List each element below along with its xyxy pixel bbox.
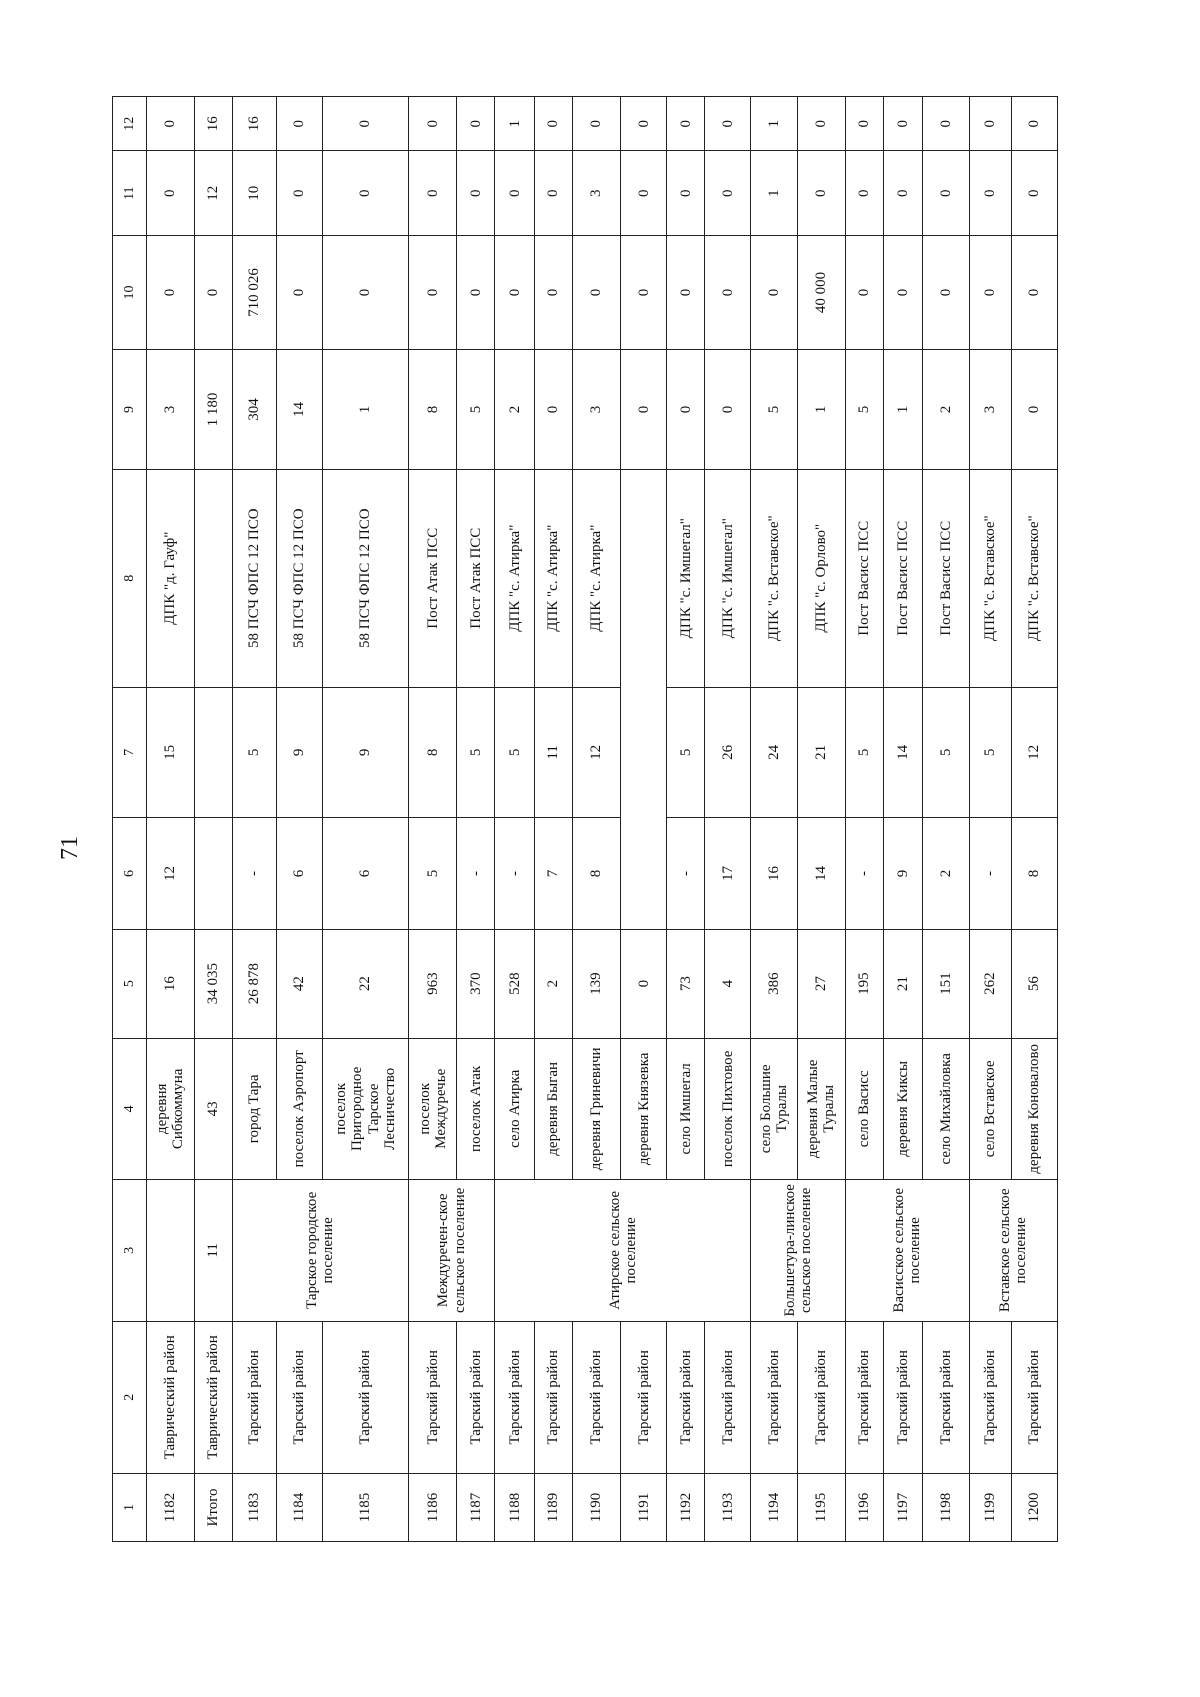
value-cell: 21 — [797, 687, 845, 818]
fire-unit-cell: ДПК "с. Атирка" — [495, 469, 535, 687]
district-cell: Тарский район — [1011, 1321, 1057, 1473]
value-cell: 0 — [969, 97, 1011, 152]
value-cell: 0 — [751, 235, 797, 349]
settlement-cell: село Вставское — [969, 1038, 1011, 1180]
row-number: 1197 — [883, 1473, 923, 1541]
settlement-cell: деревня Князевка — [621, 1038, 667, 1180]
value-cell: 5 — [495, 687, 535, 818]
table-row — [232, 97, 276, 1542]
header-cell: 2 — [113, 1321, 147, 1473]
value-cell: 2 — [923, 350, 969, 470]
value-cell: 73 — [667, 929, 705, 1038]
fire-unit-cell: Пост Васисс ПСС — [845, 469, 883, 687]
value-cell: 8 — [409, 687, 457, 818]
settlement-cell: деревня Малые Туралы — [797, 1038, 845, 1180]
value-cell: 14 — [797, 818, 845, 930]
value-cell: 0 — [621, 97, 667, 152]
district-cell: Тарский район — [322, 1321, 408, 1473]
value-cell: 0 — [146, 235, 194, 349]
municipality-cell: Тарское городское поселение — [232, 1180, 408, 1322]
district-cell: Таврический район — [146, 1321, 194, 1473]
value-cell: 2 — [495, 350, 535, 470]
value-cell: - — [457, 818, 495, 930]
table-row — [845, 97, 883, 1542]
value-cell: 710 026 — [232, 235, 276, 349]
value-cell: 56 — [1011, 929, 1057, 1038]
value-cell: 24 — [751, 687, 797, 818]
fire-unit-cell: ДПК "с. Атирка" — [572, 469, 620, 687]
row-number: 1186 — [409, 1473, 457, 1541]
table-row — [969, 97, 1011, 1542]
value-cell: 5 — [232, 687, 276, 818]
value-cell: 0 — [1011, 235, 1057, 349]
header-cell: 11 — [113, 151, 147, 235]
settlement-fire-table — [112, 96, 1058, 1542]
value-cell: 0 — [845, 97, 883, 152]
value-cell: 4 — [705, 929, 751, 1038]
row-number: 1199 — [969, 1473, 1011, 1541]
value-cell: 12 — [146, 818, 194, 930]
value-cell: 16 — [232, 97, 276, 152]
fire-unit-cell: ДПК "с. Имшегал" — [705, 469, 751, 687]
header-cell: 4 — [113, 1038, 147, 1180]
header-cell: 7 — [113, 687, 147, 818]
value-cell: 5 — [457, 350, 495, 470]
district-cell: Тарский район — [705, 1321, 751, 1473]
value-cell: 16 — [751, 818, 797, 930]
value-cell: 2 — [535, 929, 573, 1038]
row-number: 1188 — [495, 1473, 535, 1541]
value-cell: 0 — [883, 151, 923, 235]
value-cell: 22 — [322, 929, 408, 1038]
settlement-cell: село Атирка — [495, 1038, 535, 1180]
value-cell: 0 — [409, 235, 457, 349]
table-row — [751, 97, 797, 1542]
settlement-cell: село Михайловка — [923, 1038, 969, 1180]
row-number: 1190 — [572, 1473, 620, 1541]
value-cell: 0 — [194, 235, 232, 349]
value-cell: 34 035 — [194, 929, 232, 1038]
table-row — [572, 97, 620, 1542]
value-cell: 0 — [923, 235, 969, 349]
value-cell: 7 — [535, 818, 573, 930]
value-cell: 6 — [322, 818, 408, 930]
fire-unit-cell: ДПК "с. Атирка" — [535, 469, 573, 687]
value-cell: 0 — [667, 151, 705, 235]
value-cell: 139 — [572, 929, 620, 1038]
value-cell: 0 — [621, 350, 667, 470]
value-cell: 0 — [883, 97, 923, 152]
row-number: 1200 — [1011, 1473, 1057, 1541]
district-cell: Тарский район — [845, 1321, 883, 1473]
value-cell: 0 — [621, 235, 667, 349]
header-cell: 6 — [113, 818, 147, 930]
district-cell: Тарский район — [667, 1321, 705, 1473]
table-row — [883, 97, 923, 1542]
district-cell: Таврический район — [194, 1321, 232, 1473]
table-row — [535, 97, 573, 1542]
value-cell: 0 — [923, 151, 969, 235]
table-row — [1011, 97, 1057, 1542]
table-row — [495, 97, 535, 1542]
value-cell: 304 — [232, 350, 276, 470]
value-cell: 528 — [495, 929, 535, 1038]
settlement-cell: село Васисс — [845, 1038, 883, 1180]
value-cell: 8 — [572, 818, 620, 930]
settlement-cell: город Тара — [232, 1038, 276, 1180]
value-cell: 1 — [495, 97, 535, 152]
district-cell: Тарский район — [572, 1321, 620, 1473]
district-cell: Тарский район — [923, 1321, 969, 1473]
value-cell: 9 — [883, 818, 923, 930]
row-number: 1184 — [276, 1473, 322, 1541]
value-cell: 10 — [232, 151, 276, 235]
value-cell: 0 — [797, 97, 845, 152]
value-cell: 1 — [751, 97, 797, 152]
fire-unit-cell: Пост Васисс ПСС — [883, 469, 923, 687]
total-row — [194, 97, 232, 1542]
settlement-cell: поселок Пригородное Тарское Лесничество — [322, 1038, 408, 1180]
fire-unit-cell: ДПК "с. Вставское" — [969, 469, 1011, 687]
value-cell: 5 — [409, 818, 457, 930]
table-row — [705, 97, 751, 1542]
value-cell: 3 — [969, 350, 1011, 470]
municipality-cell: Атирское сельское поселение — [495, 1180, 751, 1322]
value-cell: 3 — [572, 151, 620, 235]
value-cell: 14 — [883, 687, 923, 818]
value-cell: 0 — [535, 97, 573, 152]
fire-unit-cell: 58 ПСЧ ФПС 12 ПСО — [276, 469, 322, 687]
value-cell: 0 — [1011, 151, 1057, 235]
fire-unit-cell: ДПК "д. Гауф" — [146, 469, 194, 687]
fire-unit-cell: ДПК "с. Орлово" — [797, 469, 845, 687]
value-cell: 5 — [923, 687, 969, 818]
value-cell: 1 — [883, 350, 923, 470]
value-cell: 9 — [322, 687, 408, 818]
value-cell: 3 — [146, 350, 194, 470]
fire-unit-cell: 58 ПСЧ ФПС 12 ПСО — [232, 469, 276, 687]
value-cell: 0 — [705, 350, 751, 470]
district-cell: Тарский район — [535, 1321, 573, 1473]
settlement-cell: деревня Сибкоммуна — [146, 1038, 194, 1180]
value-cell: 9 — [276, 687, 322, 818]
value-cell: 1 180 — [194, 350, 232, 470]
district-cell: Тарский район — [969, 1321, 1011, 1473]
fire-unit-cell — [194, 469, 232, 687]
value-cell: 5 — [667, 687, 705, 818]
rotated-table-wrapper — [112, 96, 1058, 1542]
value-cell: 0 — [535, 235, 573, 349]
page-number: 71 — [56, 836, 83, 860]
value-cell: 0 — [276, 235, 322, 349]
value-cell: 0 — [1011, 97, 1057, 152]
value-cell: - — [495, 818, 535, 930]
value-cell: 0 — [146, 97, 194, 152]
value-cell: 0 — [457, 235, 495, 349]
value-cell: 195 — [845, 929, 883, 1038]
value-cell: 0 — [409, 97, 457, 152]
value-cell: 0 — [276, 97, 322, 152]
value-cell: 1 — [322, 350, 408, 470]
row-number: 1193 — [705, 1473, 751, 1541]
table-row — [322, 97, 408, 1542]
municipality-cell: Вставское сельское поселение — [969, 1180, 1057, 1322]
value-cell: - — [845, 818, 883, 930]
value-cell: 5 — [751, 350, 797, 470]
district-cell: Тарский район — [621, 1321, 667, 1473]
district-cell: Тарский район — [797, 1321, 845, 1473]
table-row — [797, 97, 845, 1542]
value-cell: 5 — [457, 687, 495, 818]
municipality-cell — [146, 1180, 194, 1322]
value-cell: 0 — [322, 235, 408, 349]
value-cell: 0 — [572, 235, 620, 349]
value-cell: 0 — [535, 350, 573, 470]
header-cell: 10 — [113, 235, 147, 349]
value-cell: 0 — [535, 151, 573, 235]
value-cell: 0 — [1011, 350, 1057, 470]
value-cell: 27 — [797, 929, 845, 1038]
value-cell: 0 — [409, 151, 457, 235]
district-cell: Тарский район — [276, 1321, 322, 1473]
header-cell: 3 — [113, 1180, 147, 1322]
settlement-cell: 43 — [194, 1038, 232, 1180]
settlement-cell: поселок Пихтовое — [705, 1038, 751, 1180]
settlement-cell: село Имшегал — [667, 1038, 705, 1180]
value-cell: 0 — [276, 151, 322, 235]
fire-unit-cell: Пост Атак ПСС — [457, 469, 495, 687]
value-cell: 0 — [457, 151, 495, 235]
value-cell: 1 — [797, 350, 845, 470]
value-cell: 5 — [969, 687, 1011, 818]
value-cell: 26 — [705, 687, 751, 818]
value-cell: 0 — [322, 97, 408, 152]
settlement-cell: поселок Аэропорт — [276, 1038, 322, 1180]
settlement-cell: деревня Быган — [535, 1038, 573, 1180]
value-cell: 6 — [276, 818, 322, 930]
value-cell: 0 — [705, 235, 751, 349]
value-cell: 14 — [276, 350, 322, 470]
value-cell: 0 — [705, 151, 751, 235]
settlement-cell: деревня Гриневичи — [572, 1038, 620, 1180]
value-cell: 26 878 — [232, 929, 276, 1038]
settlement-cell: поселок Атак — [457, 1038, 495, 1180]
value-cell: 0 — [495, 235, 535, 349]
value-cell — [194, 687, 232, 818]
header-cell: 9 — [113, 350, 147, 470]
value-cell: 2 — [923, 818, 969, 930]
row-number: Итого — [194, 1473, 232, 1541]
value-cell: 0 — [883, 235, 923, 349]
row-number: 1192 — [667, 1473, 705, 1541]
fire-unit-cell: ДПК "с. Вставское" — [751, 469, 797, 687]
settlement-cell: поселок Междуречье — [409, 1038, 457, 1180]
value-cell: 16 — [146, 929, 194, 1038]
value-cell: 0 — [457, 97, 495, 152]
fire-unit-cell: ДПК "с. Вставское" — [1011, 469, 1057, 687]
table-row — [621, 97, 667, 1542]
fire-unit-cell: Пост Атак ПСС — [409, 469, 457, 687]
value-cell: 8 — [1011, 818, 1057, 930]
row-number: 1198 — [923, 1473, 969, 1541]
district-cell: Тарский район — [883, 1321, 923, 1473]
header-cell: 8 — [113, 469, 147, 687]
value-cell: 8 — [409, 350, 457, 470]
value-cell: 5 — [845, 687, 883, 818]
header-row — [113, 97, 147, 1542]
settlement-cell: село Большие Туралы — [751, 1038, 797, 1180]
table-row — [146, 97, 194, 1542]
value-cell: 963 — [409, 929, 457, 1038]
value-cell: 16 — [194, 97, 232, 152]
row-number: 1194 — [751, 1473, 797, 1541]
value-cell — [194, 818, 232, 930]
value-cell: 386 — [751, 929, 797, 1038]
value-cell: 0 — [572, 97, 620, 152]
value-cell: 0 — [667, 350, 705, 470]
value-cell: 3 — [572, 350, 620, 470]
district-cell: Тарский район — [232, 1321, 276, 1473]
table-row — [409, 97, 457, 1542]
empty-cell — [621, 469, 667, 929]
district-cell: Тарский район — [409, 1321, 457, 1473]
value-cell: 12 — [1011, 687, 1057, 818]
value-cell: 21 — [883, 929, 923, 1038]
value-cell: 0 — [667, 97, 705, 152]
value-cell: 12 — [572, 687, 620, 818]
settlement-cell: деревня Коноваловo — [1011, 1038, 1057, 1180]
row-number: 1196 — [845, 1473, 883, 1541]
value-cell: 40 000 — [797, 235, 845, 349]
header-cell: 12 — [113, 97, 147, 152]
value-cell: 0 — [621, 929, 667, 1038]
value-cell: 0 — [923, 97, 969, 152]
value-cell: 0 — [621, 151, 667, 235]
value-cell: 370 — [457, 929, 495, 1038]
district-cell: Тарский район — [457, 1321, 495, 1473]
row-number: 1191 — [621, 1473, 667, 1541]
row-number: 1195 — [797, 1473, 845, 1541]
value-cell: 0 — [845, 235, 883, 349]
value-cell: 0 — [969, 151, 1011, 235]
table-row — [667, 97, 705, 1542]
municipality-cell: Васисское сельское поселение — [845, 1180, 969, 1322]
value-cell: 15 — [146, 687, 194, 818]
value-cell: 12 — [194, 151, 232, 235]
value-cell: 17 — [705, 818, 751, 930]
municipality-cell: Большетура-линское сельское поселение — [751, 1180, 845, 1322]
municipality-cell: 11 — [194, 1180, 232, 1322]
municipality-cell: Междуречен-ское сельское поселение — [409, 1180, 495, 1322]
row-number: 1187 — [457, 1473, 495, 1541]
row-number: 1183 — [232, 1473, 276, 1541]
value-cell: 11 — [535, 687, 573, 818]
row-number: 1182 — [146, 1473, 194, 1541]
table-row — [457, 97, 495, 1542]
value-cell: 0 — [705, 97, 751, 152]
value-cell: 0 — [495, 151, 535, 235]
table-row — [276, 97, 322, 1542]
fire-unit-cell: 58 ПСЧ ФПС 12 ПСО — [322, 469, 408, 687]
value-cell: 42 — [276, 929, 322, 1038]
value-cell: 151 — [923, 929, 969, 1038]
value-cell: 0 — [322, 151, 408, 235]
district-cell: Тарский район — [495, 1321, 535, 1473]
fire-unit-cell: ДПК "с. Имшегал" — [667, 469, 705, 687]
row-number: 1185 — [322, 1473, 408, 1541]
table-row — [923, 97, 969, 1542]
value-cell: - — [667, 818, 705, 930]
value-cell: 0 — [845, 151, 883, 235]
value-cell: 5 — [845, 350, 883, 470]
value-cell: 0 — [797, 151, 845, 235]
value-cell: 0 — [667, 235, 705, 349]
value-cell: 262 — [969, 929, 1011, 1038]
value-cell: 0 — [969, 235, 1011, 349]
header-cell: 5 — [113, 929, 147, 1038]
value-cell: 1 — [751, 151, 797, 235]
settlement-cell: деревня Киксы — [883, 1038, 923, 1180]
row-number: 1189 — [535, 1473, 573, 1541]
value-cell: 0 — [146, 151, 194, 235]
header-cell: 1 — [113, 1473, 147, 1541]
fire-unit-cell: Пост Васисс ПСС — [923, 469, 969, 687]
district-cell: Тарский район — [751, 1321, 797, 1473]
value-cell: - — [969, 818, 1011, 930]
value-cell: - — [232, 818, 276, 930]
